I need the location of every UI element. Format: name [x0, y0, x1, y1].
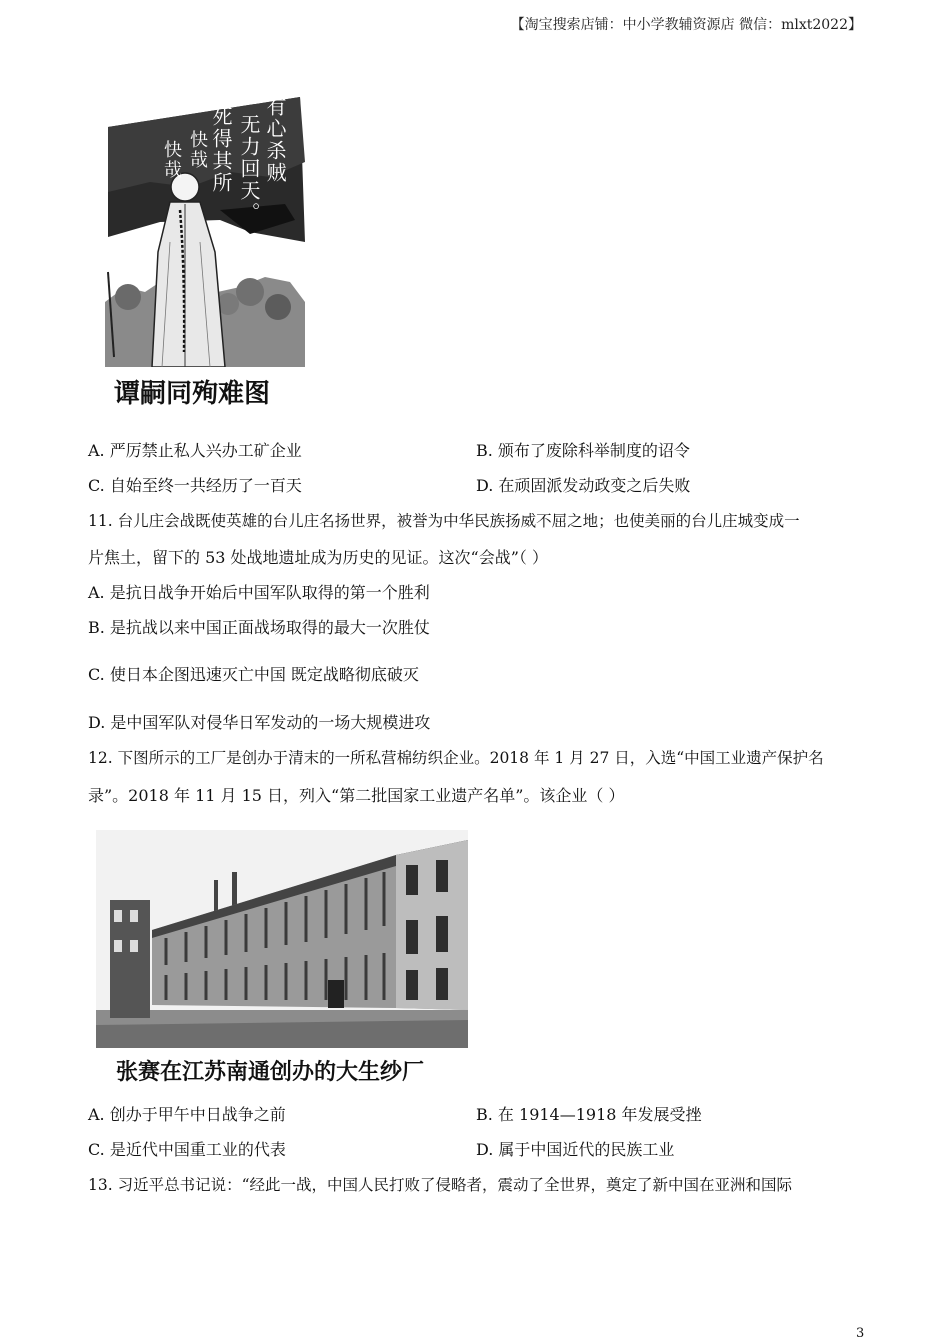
- q12-stem-line2: 录”。2018 年 11 月 15 日，列入“第二批国家工业遗产名单”。该企业（ ）: [88, 786, 625, 805]
- calligraphy-col-1: 有心杀贼: [263, 96, 287, 184]
- calligraphy-col-2: 无力回天。: [237, 114, 261, 224]
- q12-option-c: C. 是近代中国重工业的代表: [88, 1140, 286, 1159]
- q11-stem-line2: 片焦土，留下的 53 处战地遗址成为历史的见证。这次“会战”（ ）: [88, 548, 548, 567]
- factory-illustration: [96, 830, 468, 1048]
- q11-option-c: C. 使日本企图迅速灭亡中国 既定战略彻底破灭: [88, 665, 419, 684]
- q13-stem-line1: 13. 习近平总书记说：“经此一战，中国人民打败了侵略者，震动了全世界，奠定了新中国在亚洲和国际: [88, 1176, 793, 1194]
- page-number: 3: [856, 1326, 865, 1341]
- q10-option-c: C. 自始至终一共经历了一百天: [88, 476, 302, 495]
- q10-option-b: B. 颁布了废除科举制度的诏令: [476, 441, 690, 460]
- figure1-caption: 谭嗣同殉难图: [114, 379, 271, 409]
- calligraphy-col-5: 快哉: [161, 140, 182, 180]
- q11-option-d: D. 是中国军队对侵华日军发动的一场大规模进攻: [88, 713, 431, 732]
- q10-option-a: A. 严厉禁止私人兴办工矿企业: [88, 441, 302, 460]
- q11-stem-line1: 11. 台儿庄会战既使英雄的台儿庄名扬世界，被誉为中华民族扬威不屈之地；也使美丽的台儿庄城变成一: [88, 512, 800, 530]
- q10-option-d: D. 在顽固派发动政变之后失败: [476, 476, 691, 495]
- q12-stem-line1: 12. 下图所示的工厂是创办于清末的一所私营棉纺织企业。2018 年 1 月 27 日，入选“中国工业遗产保护名: [88, 749, 824, 767]
- q12-option-b: B. 在 1914—1918 年发展受挫: [476, 1105, 702, 1124]
- dasheng-mill-photo: [96, 830, 468, 1048]
- q11-option-b: B. 是抗战以来中国正面战场取得的最大一次胜仗: [88, 618, 430, 637]
- calligraphy-col-4: 快哉: [187, 130, 208, 170]
- calligraphy-col-3: 死得其所: [209, 106, 233, 194]
- q12-option-d: D. 属于中国近代的民族工业: [476, 1140, 675, 1159]
- page-header: 【淘宝搜索店铺：中小学教辅资源店 微信：mlxt2022】: [510, 17, 862, 33]
- figure2-caption: 张赛在江苏南通创办的大生纱厂: [116, 1060, 425, 1085]
- q11-option-a: A. 是抗日战争开始后中国军队取得的第一个胜利: [88, 583, 430, 602]
- q12-option-a: A. 创办于甲午中日战争之前: [88, 1105, 286, 1124]
- tan-sitong-figure: [100, 92, 310, 367]
